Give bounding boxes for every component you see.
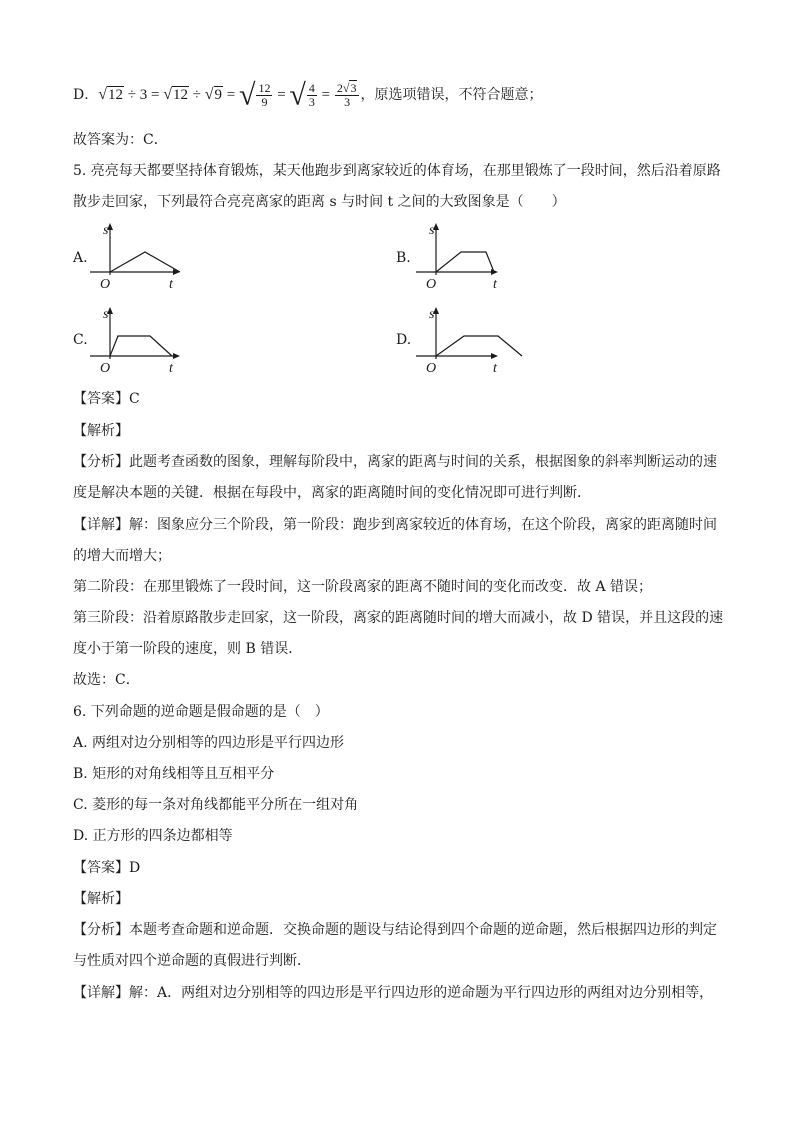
option-d-label: D. bbox=[396, 332, 412, 348]
axis-x-label: t bbox=[493, 361, 497, 376]
axis-x-label: t bbox=[169, 361, 173, 376]
q6-analysis-title: 【解析】 bbox=[73, 891, 129, 907]
q5-detail-line-5: 度小于第一阶段的速度，则 B 错误． bbox=[73, 641, 303, 657]
q5-detail-line-1: 【详解】解：图象应分三个阶段，第一阶段：跑步到离家较近的体育场，在这个阶段，离家的距离随时间 bbox=[73, 517, 717, 533]
origin-label: O bbox=[100, 277, 111, 292]
q6-stem: 6. 下列命题的逆命题是假命题的是（ ） bbox=[73, 704, 329, 720]
graph-line bbox=[110, 336, 172, 356]
q5-stem-line-2: 散步走回家，下列最符合亮亮离家的距离 s 与时间 t 之间的大致图象是（ ） bbox=[73, 194, 566, 210]
origin-label: O bbox=[100, 361, 111, 376]
math-expression: √12 ÷ 3 = √12 ÷ √9 = √ $\frac{12}{9}$ = √ $\frac{4}{3}$ = $\frac{2√3}{3}$ bbox=[98, 87, 360, 103]
axis-x-label: t bbox=[493, 277, 497, 292]
option-c-label: C. bbox=[73, 332, 88, 348]
q6-analysis-line-2: 与性质对四个逆命题的真假进行判断． bbox=[73, 953, 311, 969]
option-d-tail: ，原选项错误，不符合题意； bbox=[360, 87, 543, 103]
q5-answer: 【答案】C bbox=[73, 391, 140, 407]
q5-detail-line-2: 的增大而增大； bbox=[73, 548, 171, 564]
axis-x-label: t bbox=[169, 277, 173, 292]
q5-detail-line-3: 第二阶段：在那里锻炼了一段时间，这一阶段离家的距离不随时间的变化而改变．故 A 错误； bbox=[73, 579, 653, 595]
option-d-math-line bbox=[73, 80, 542, 110]
q6-option-c: C. 菱形的每一条对角线都能平分所在一组对角 bbox=[73, 797, 359, 813]
q6-option-d: D. 正方形的四条边都相等 bbox=[73, 828, 233, 844]
q6-option-a: A. 两组对边分别相等的四边形是平行四边形 bbox=[73, 735, 345, 751]
q5-analysis-line-1: 【分析】此题考查函数的图象，理解每阶段中，离家的距离与时间的关系，根据图象的斜率判断运动的速 bbox=[73, 454, 717, 470]
q5-choice: 故选：C． bbox=[73, 672, 140, 688]
option-a-label: A. bbox=[73, 250, 88, 266]
axis-y-label: s bbox=[103, 223, 109, 238]
graph-line bbox=[436, 336, 522, 356]
origin-label: O bbox=[426, 277, 437, 292]
q6-answer: 【答案】D bbox=[73, 860, 141, 876]
q5-analysis-line-2: 度是解决本题的关键．根据在每段中，离家的距离随时间的变化情况即可进行判断． bbox=[73, 485, 591, 501]
axis-y-label: s bbox=[429, 307, 435, 322]
q6-analysis-line-1: 【分析】本题考查命题和逆命题．交换命题的题设与结论得到四个命题的逆命题，然后根据四边形的判定 bbox=[73, 922, 717, 938]
q5-stem-line-1: 5. 亮亮每天都要坚持体育锻炼，某天他跑步到离家较近的体育场，在那里锻炼了一段时间，然后沿着原路 bbox=[73, 163, 721, 179]
answer-line: 故答案为：C． bbox=[73, 132, 168, 148]
option-d-label: D． bbox=[73, 87, 99, 103]
graph-d bbox=[416, 304, 516, 374]
q6-detail-line-1: 【详解】解：A．两组对边分别相等的四边形是平行四边形的逆命题为平行四边形的两组对边分别相等， bbox=[73, 985, 714, 1001]
q6-option-b: B. 矩形的对角线相等且互相平分 bbox=[73, 766, 275, 782]
axis-y-label: s bbox=[429, 223, 435, 238]
graph-b bbox=[416, 220, 516, 290]
graph-line bbox=[110, 252, 180, 272]
option-b-label: B. bbox=[396, 250, 411, 266]
origin-label: O bbox=[426, 361, 437, 376]
graph-line bbox=[436, 252, 494, 272]
q5-analysis-title: 【解析】 bbox=[73, 423, 129, 439]
axis-y-label: s bbox=[103, 307, 109, 322]
q5-detail-line-4: 第三阶段：沿着原路散步走回家，这一阶段，离家的距离随时间的增大而减小，故 D 错误，并且这段的速 bbox=[73, 610, 724, 626]
graph-c bbox=[90, 304, 190, 374]
graph-a bbox=[90, 220, 190, 290]
